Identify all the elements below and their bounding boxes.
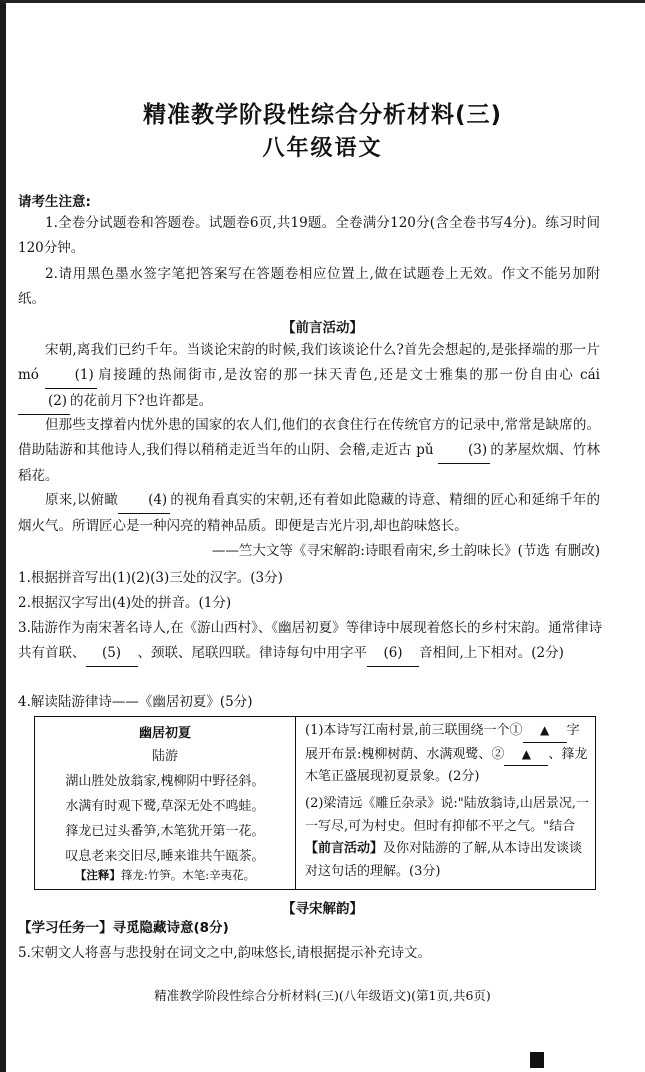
question-3 xyxy=(18,616,608,667)
page-footer: 精准教学阶段性综合分析材料(三)(八年级语文)(第1页,共6页) xyxy=(154,988,491,1003)
passage-paragraph-1 xyxy=(18,338,600,415)
page-title: 精准教学阶段性综合分析材料(三) xyxy=(142,102,503,128)
passage-text: 的茅屋炊烟、竹林稻花。 xyxy=(18,442,600,484)
task-heading xyxy=(18,916,608,941)
poem-question-2 xyxy=(305,793,591,883)
passage-text: 原来,以俯瞰 xyxy=(45,492,119,508)
blank-5: (5) xyxy=(86,641,138,667)
poem-question-text: 、箨龙木笔正盛展现初夏景象。(2分) xyxy=(305,746,588,784)
poem-line: 水满有时观下鹭,草深无处不鸣蛙。 xyxy=(65,799,265,814)
question-1: 1.根据拼音写出(1)(2)(3)三处的汉字。(3分) xyxy=(18,570,283,586)
poem-question-text: (2)梁清远《雕丘杂录》说:"陆放翁诗,山居景况,一一写尽,可为村史。但时有抑郁不平之气。"结合 xyxy=(305,796,590,834)
section-heading-preface: 【前言活动】 xyxy=(282,320,363,336)
question-4: 4.解读陆游律诗——《幽居初夏》(5分) xyxy=(18,694,253,710)
section-heading-explore: 【寻宋解韵】 xyxy=(282,901,363,917)
poem-note-text: 箨龙:竹笋。木笔:辛夷花。 xyxy=(120,868,256,882)
passage-text: 的视角看真实的宋朝,还有着如此隐藏的诗意、精细的匠心和延绵千年的烟火气。所谓匠心是一种闪亮的精神品质。即便是吉光片羽,却也韵味悠长。 xyxy=(18,492,600,534)
passage-paragraph-3 xyxy=(18,488,600,564)
poem-question-1 xyxy=(305,719,591,789)
poem-question-text: (1)本诗写江南村景,前三联围绕一个① xyxy=(305,723,523,738)
task-label: 【学习任务一】 xyxy=(18,920,113,936)
blank-2: (2) xyxy=(18,389,70,415)
poem-question-text: 及你对陆游的了解,从本诗出发谈谈对这句话的理解。(3分) xyxy=(305,841,583,879)
poem-note xyxy=(35,867,295,883)
answer-blank-2: ▲ xyxy=(504,743,548,767)
poem-title: 幽居初夏 xyxy=(138,726,191,741)
question-text: 3.陆游作为南宋著名诗人,在《游山西村》、《幽居初夏》等律诗中展现着悠长的乡村宋韵。通常律诗共有首联、 xyxy=(18,620,603,661)
scan-edge-top xyxy=(0,0,645,3)
poem-line: 叹息老来交旧尽,睡来谁共午瓯茶。 xyxy=(65,849,265,864)
poem-line: 箨龙已过头番笋,木笔犹开第一花。 xyxy=(65,824,265,839)
passage-paragraph-2 xyxy=(18,413,600,489)
question-text: 、颈联、尾联四联。律诗每句中用字平 xyxy=(137,645,367,661)
poem-table xyxy=(34,716,596,890)
scan-corner-mark xyxy=(530,1052,544,1068)
notice-item-1: 1.全卷分试题卷和答题卷。试题卷6页,共19题。全卷满分120分(含全卷书写4分)。练习时间120分钟。 xyxy=(18,215,600,256)
passage-text: 的花前月下?也许都是。 xyxy=(70,393,213,409)
question-text: 音相间,上下相对。(2分) xyxy=(419,645,564,661)
passage-source: ——竺大文等《寻宋解韵:诗眼看南宋,乡土韵味长》(节选 有删改) xyxy=(211,543,600,559)
poem-line: 湖山胜处放翁家,槐柳阴中野径斜。 xyxy=(65,774,265,789)
poem-cell xyxy=(35,717,296,889)
notice-heading: 请考生注意: xyxy=(18,194,91,210)
poem-question-text: 字展开布景:槐柳树荫、水满观鹭、② xyxy=(305,723,580,762)
passage-text: 肩接踵的热闹街市,是汝窑的那一抹天青色,还是文士雅集的那一份自由心 cái xyxy=(96,367,600,383)
blank-4: (4) xyxy=(118,488,170,514)
blank-6: (6) xyxy=(367,641,419,667)
notice-item-2: 2.请用黑色墨水签字笔把答案写在答题卷相应位置上,做在试题卷上无效。作文不能另加附纸。 xyxy=(18,266,600,307)
poem-questions-cell xyxy=(297,717,595,889)
passage-text: 但那些支撑着内忧外患的国家的农人们,他们的衣食住行在传统官方的记录中,常常是缺席的。借助陆游和其他诗人,我们得以稍稍走近当年的山阴、会稽,走近古 pǔ xyxy=(18,417,600,458)
page-subtitle: 八年级语文 xyxy=(262,136,383,161)
answer-blank-1: ▲ xyxy=(523,719,567,743)
blank-3: (3) xyxy=(438,438,490,464)
task-text: 寻觅隐藏诗意(8分) xyxy=(112,920,229,936)
poem-question-tag: 【前言活动】 xyxy=(305,841,384,856)
question-5: 5.宋朝文人将喜与悲投射在词文之中,韵味悠长,请根据提示补充诗文。 xyxy=(18,945,431,961)
poem-note-label: 【注释】 xyxy=(74,868,121,882)
question-2: 2.根据汉字写出(4)处的拼音。(1分) xyxy=(18,595,232,611)
poem-author: 陆游 xyxy=(151,749,178,764)
passage-text: 宋朝,离我们已约千年。当谈论宋韵的时候,我们该谈论什么?首先会想起的,是张择端的那一片 mó xyxy=(18,342,600,383)
blank-1: (1) xyxy=(45,363,97,389)
